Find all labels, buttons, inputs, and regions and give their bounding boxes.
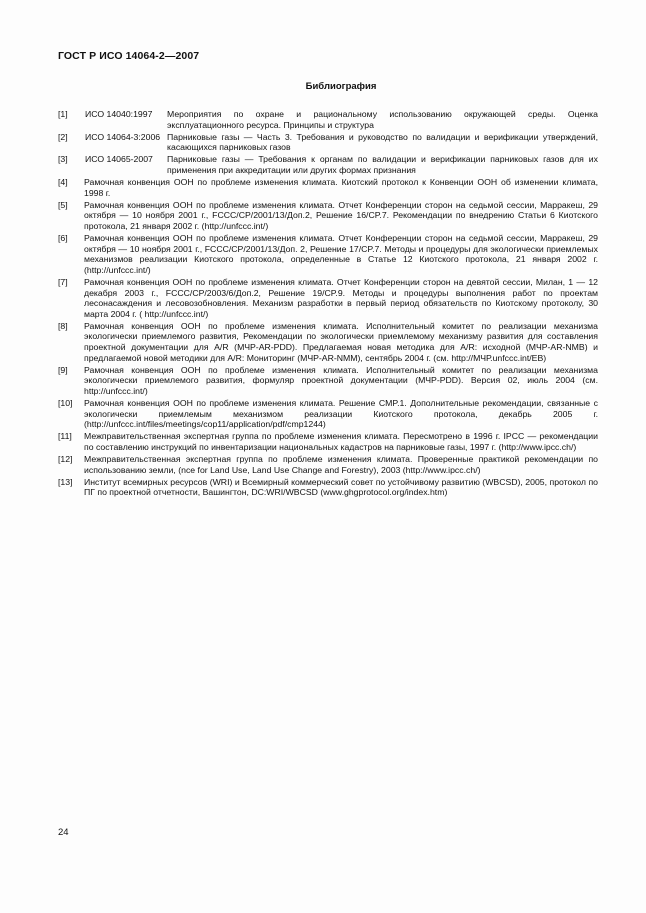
entry-number: [13] [58, 476, 73, 487]
bibliography-list [58, 109, 598, 499]
entry-text: Межправительственная экспертная группа по проблеме изменения климата. Проверенные практикой рекомендации по использованию земли, (nce for Land Use, Land Use Change and Forestry), 2003 (http://www.ipcc.ch/) [84, 453, 598, 475]
entry-text: Рамочная конвенция ООН по проблеме изменения климата. Отчет Конференции сторон на седьмой сессии, Марракеш, 29 октября — 10 ноября 2001 г., FCCC/CP/2001/13/Доп. 2, Решение 17/CP.7. Методы и процедуры для экологически приемлемых механизмов реализации Киотского протокола, определенные в Статье 12 Киотского протокола, 21 января 2002 г. (http://unfccc.int/) [84, 233, 598, 275]
bibliography-entry [58, 398, 598, 430]
entry-number: [8] [58, 320, 68, 331]
bibliography-entry [58, 177, 598, 198]
bibliography-entry [58, 454, 598, 475]
entry-text: Рамочная конвенция ООН по проблеме изменения климата. Киотский протокол к Конвенции ООН об изменении климата, 1998 г. [84, 177, 598, 198]
entry-text: Институт всемирных ресурсов (WRI) и Всемирный коммерческий совет по устойчивому развитию (WBCSD), 2005, протокол по ПГ по проектной отчетности, Вашингтон, DC:WRI/WBCSD (www.ghgprotocol.org/index.htm) [84, 476, 598, 498]
entry-text: Парниковые газы — Часть 3. Требования и руководство по валидации и верификации утверждений, касающихся парниковых газов [167, 131, 598, 153]
entry-text: Рамочная конвенция ООН по проблеме изменения климата. Исполнительный комитет по реализации механизма экологически приемлемого развития, Рекомендации по экологически приемлемому механизму развития для составления проектной документации для A/R (МЧР-AR-PDD). Предлагаемая новая методика для A/R: исходной (МЧР-AR-NMB) и предлагаемой новой методики для A/R: Мониторинг (МЧР-AR-NMM), сентябрь 2004 г. (см. http://МЧР.unfccc.int/EB) [84, 320, 598, 363]
bibliography-entry [58, 109, 598, 130]
bibliography-entry [58, 431, 598, 452]
bibliography-entry [58, 477, 598, 498]
entry-text: Межправительственная экспертная группа по проблеме изменения климата. Пересмотрено в 1996 г. IPCC — рекомендации по составлению инструкций по инвентаризации национальных кадастров на парниковые газы, 1997 г. (http://www.ipcc.ch/) [84, 431, 598, 452]
entry-number: [6] [58, 233, 68, 244]
entry-code: ИСО 14064-3:2006 [85, 131, 161, 142]
bibliography-entry [58, 200, 598, 232]
bibliography-entry [58, 154, 598, 175]
bibliography-entry [58, 321, 598, 363]
entry-number: [12] [58, 453, 73, 464]
entry-text: Рамочная конвенция ООН по проблеме изменения климата. Отчет Конференции сторон на седьмой сессии, Марракеш, 29 октября — 10 ноября 2001 г., FCCC/CP/2001/13/Доп.2, Решение 16/CP.7. Рекомендации по внедрению Статьи 6 Киотского протокола, 21 января 2002 г. (http://unfccc.int/) [84, 199, 598, 231]
bibliography-entry [58, 365, 598, 397]
entry-number: [11] [58, 431, 72, 442]
entry-code: ИСО 14065-2007 [85, 154, 153, 165]
entry-number: [4] [58, 177, 68, 188]
bibliography-title: Библиография [305, 81, 377, 92]
entry-number: [2] [58, 131, 68, 142]
entry-text: Рамочная конвенция ООН по проблеме изменения климата. Отчет Конференции сторон на девятой сессии, Милан, 1 — 12 декабря 2003 г., FCCC/CP/2003/6/Доп.2, Решение 19/CP.9. Методы и процедуры выполнения работ по проектам лесонасаждения и лесовозобновления. Механизм разработки в первый период обязательств по Киотскому протоколу, 30 марта 2004 г. ( http://unfccc.int/) [84, 276, 598, 319]
entry-text: Рамочная конвенция ООН по проблеме изменения климата. Решение CMP.1. Дополнительные рекомендации, связанные с экологически приемлемым механизмом реализации Киотского протокола, декабрь 2005 г. (http://unfccc.int/files/meetings/cop11/application/pdf/cmp1244) [84, 397, 598, 430]
entry-number: [10] [58, 397, 73, 408]
document-header: ГОСТ Р ИСО 14064-2—2007 [58, 50, 200, 62]
bibliography-entry [58, 132, 598, 153]
entry-number: [9] [58, 364, 68, 375]
entry-number: [1] [58, 109, 68, 119]
entry-number: [5] [58, 199, 68, 210]
page-number: 24 [58, 827, 69, 838]
bibliography-entry [58, 233, 598, 275]
entry-text: Рамочная конвенция ООН по проблеме изменения климата. Исполнительный комитет по реализации механизма экологически приемлемого развития, формуляр проектной документации (МЧР-PDD). Версия 02, июль 2004 (см. http://unfccc.int/) [84, 364, 598, 396]
entry-text: Мероприятия по охране и рациональному использованию окружающей среды. Оценка эксплуатационного ресурса. Принципы и структура [167, 109, 598, 130]
entry-number: [3] [58, 154, 68, 165]
entry-number: [7] [58, 276, 68, 287]
entry-code: ИСО 14040:1997 [85, 109, 153, 119]
entry-text: Парниковые газы — Требования к органам по валидации и верификации парниковых газов для их применения при аккредитации или других формах признания [167, 154, 598, 175]
bibliography-entry [58, 277, 598, 319]
